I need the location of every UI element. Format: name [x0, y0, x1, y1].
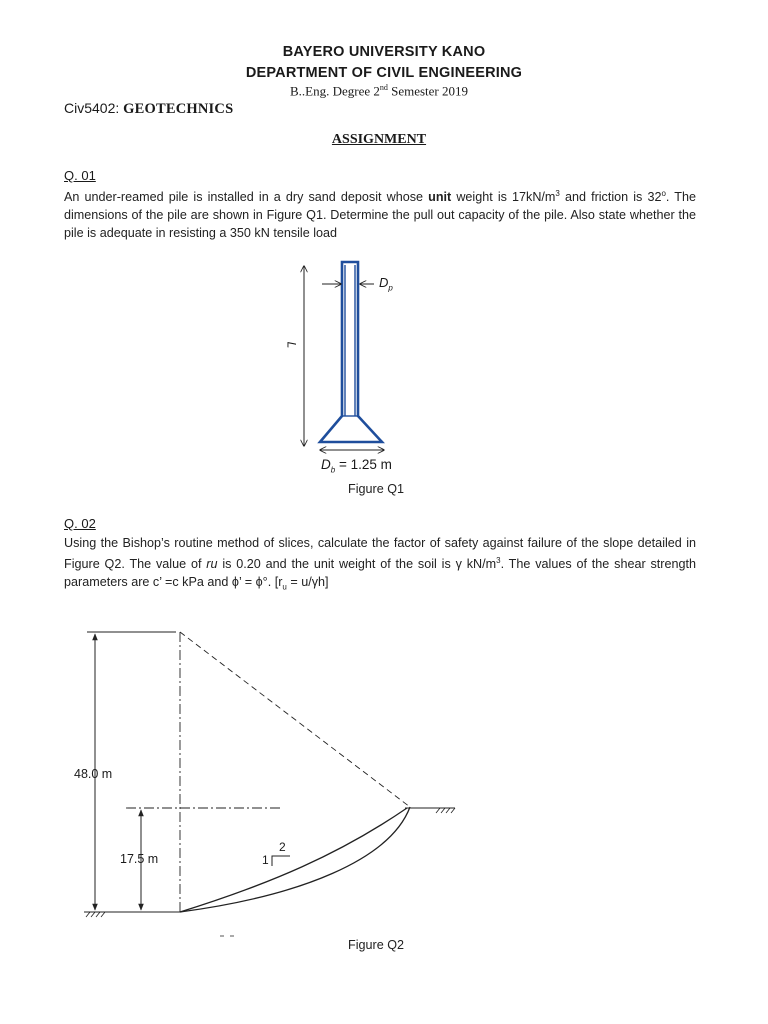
q1-label: Q. 01 — [64, 168, 96, 183]
radius-dashed-line — [180, 632, 410, 807]
q2-text: Using the Bishop’s routine method of slices, calculate the factor of safety against failure of the slope detailed in Figure Q2. The value of ru is 0.20 and the unit weight of the soil is γ $kN/m^3$. The values of the shear strength parameters are c’ =c kPa and ϕ’ = ϕ°. $[r_u = u/\gamma h]$ — [64, 536, 697, 592]
course-title: GEOTECHNICS — [123, 101, 234, 117]
degree-line: B..Eng. Degree 2nd Semester 2019 — [289, 83, 469, 99]
department-name: DEPARTMENT OF CIVIL ENGINEERING — [245, 65, 523, 81]
slope-ratio-symbol — [272, 856, 290, 866]
slip-circle — [180, 807, 410, 912]
toe-hatching — [86, 912, 105, 917]
label-height-17-5: 17.5 m — [120, 852, 159, 866]
course-code: Civ5402: — [64, 100, 120, 116]
figure-q1-caption: Figure Q1 — [348, 482, 404, 496]
q1-text: An under-reamed pile is installed in a dry sand deposit whose unit weight is $17kN/m^3$ and friction is 32$^o$. The dimensions of the pile are shown in Figure Q1. Determine the pull out capacity of the pile. Also state whether the pile is adequate in resisting a 350 kN tensile load — [64, 189, 696, 241]
label-db: $D_b = 1.25$ m — [321, 457, 392, 475]
label-slope-1: 1 — [262, 853, 269, 867]
figure-q2-caption: Figure Q2 — [348, 938, 404, 952]
label-length: L — [284, 341, 299, 349]
slope-face — [180, 808, 407, 912]
assignment-title: ASSIGNMENT — [331, 132, 427, 147]
label-dp: $D_p$ — [379, 275, 393, 293]
label-slope-2: 2 — [279, 840, 286, 854]
university-name: BAYERO UNIVERSITY KANO — [282, 44, 486, 60]
label-height-48: 48.0 m — [74, 767, 113, 781]
crest-hatching — [436, 808, 455, 813]
q2-label: Q. 02 — [64, 516, 96, 531]
